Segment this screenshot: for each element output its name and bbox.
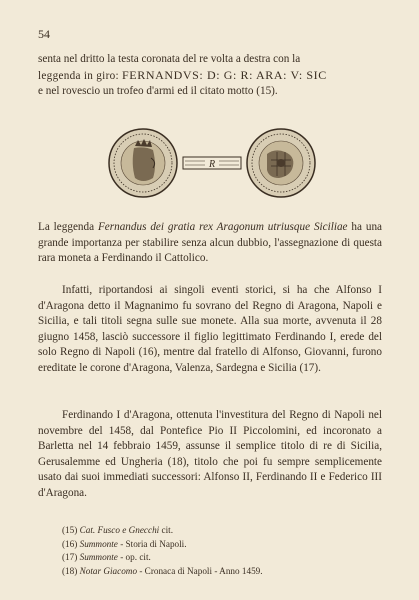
footnote-17: [62, 551, 362, 565]
footnote-15: [62, 524, 362, 538]
intro-paragraph: [38, 52, 382, 100]
footnote-source: Cat. Fusco e Gnecchi: [79, 525, 160, 535]
paragraph-legend: [38, 220, 382, 267]
footnote-number: (18): [62, 565, 78, 576]
footnote-number: (15): [62, 525, 78, 535]
footnote-number: (16): [62, 538, 78, 549]
intro-line-1: senta nel dritto la testa coronata del re volta a destra con la: [38, 53, 301, 65]
footnote-16: [62, 538, 362, 552]
paragraph-legend-post: ha una grande importanza per stabilire senza alcun dubbio, l'assegnazione di questa rara moneta a Ferdinando il Cattolico.: [38, 221, 383, 264]
intro-line-2-text: leggenda in giro:: [38, 69, 123, 82]
footnotes-list: [62, 524, 362, 578]
coin-obverse-image: [109, 129, 177, 197]
legend-quote: Fernandus dei gratia rex Aragonum utriusque Siciliae: [97, 221, 348, 233]
footnote-source: Notar Giacomo: [79, 565, 138, 576]
intro-line-2: [38, 67, 327, 82]
footnote-source: Summonte: [79, 538, 118, 549]
footnote-18: [62, 565, 362, 579]
paragraph-ferdinando: Ferdinando I d'Aragona, ottenuta l'investitura del Regno di Napoli nel novembre del 1458, dal Pontefice Pio II Piccolomini, ed incoronato a Barletta nel 14 febbraio 1459, assunse il semplice titolo di re di Sicilia, Gerusalemme ed Ungheria (18), titolo che poi fu sempre semplicemente usato dai suoi immediati successori: Alfonso II, Ferdinando II e Federico III d'Aragona.: [38, 409, 382, 499]
footnote-detail: - Storia di Napoli.: [117, 538, 187, 549]
footnote-detail: cit.: [159, 525, 173, 535]
coin-reverse-image: [247, 129, 315, 197]
intro-line-3: e nel rovescio un trofeo d'armi ed il citato motto (15).: [38, 85, 278, 97]
page-number: 54: [38, 27, 50, 41]
footnote-detail: - Cronaca di Napoli - Anno 1459.: [137, 565, 263, 576]
footnote-detail: - op. cit.: [117, 552, 151, 562]
paragraph-legend-pre: La leggenda: [38, 221, 98, 233]
coin-link-box: [183, 157, 241, 170]
coin-link-label: R: [208, 159, 216, 170]
paragraph-history: Infatti, riportandosi ai singoli eventi storici, si ha che Alfonso I d'Aragona detto il Magnanimo fu sovrano del Regno di Aragona, Napoli e Sicilia, e tali titoli segna sulle sue monete. Alla sua morte, avvenuta il 28 giugno 1458, lasciò successore il figlio legittimato Ferdinando I, erede del solo Regno di Napoli (16), mentre dal fratello di Alfonso, Giovanni, furono ereditate le corone d'Aragona, Valenza, Sardegna e Sicilia (17).: [38, 284, 382, 374]
footnote-source: Summonte: [79, 552, 118, 562]
footnote-number: (17): [62, 552, 78, 562]
coin-illustration: [105, 124, 320, 204]
coin-legend-inscription: FERNANDVS: D: G: R: ARA: V: SIC: [122, 67, 327, 82]
